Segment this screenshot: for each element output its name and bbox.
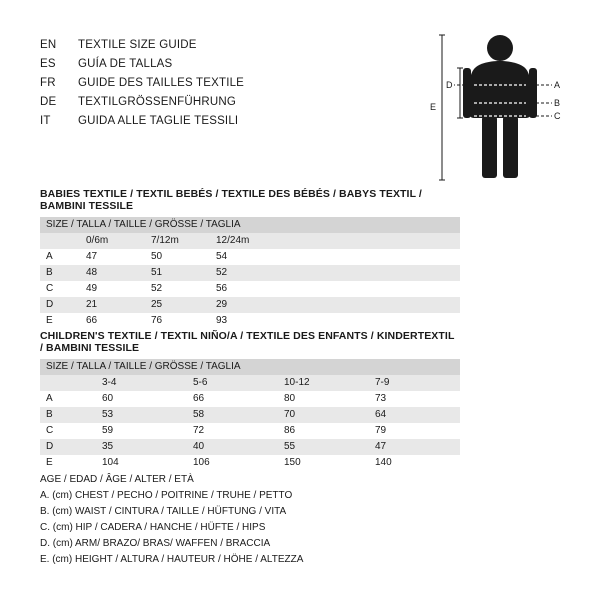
legend-line: C. (cm) HIP / CADERA / HANCHE / HÜFTE / HIPS <box>40 522 266 533</box>
legend-line: B. (cm) WAIST / CINTURA / TAILLE / HÜFTUNG / VITA <box>40 506 287 517</box>
language-row <box>40 74 400 93</box>
babies-table-title: BABIES TEXTILE / TEXTIL BEBÉS / TEXTILE DES BÉBÉS / BABYS TEXTIL / BAMBINI TESSILE <box>40 188 422 212</box>
table-row <box>40 375 460 391</box>
table-row <box>40 281 460 297</box>
cell: 58 <box>187 407 278 423</box>
column-header: 7/12m <box>145 233 210 249</box>
cell: 52 <box>145 281 210 297</box>
table-row <box>40 265 460 281</box>
figure-label-e: E <box>430 102 437 112</box>
language-code: DE <box>40 96 57 108</box>
language-list <box>40 36 400 131</box>
cell: 93 <box>210 313 275 329</box>
row-label: C <box>40 281 80 297</box>
children-table-title: CHILDREN'S TEXTILE / TEXTIL NIÑO/A / TEXTILE DES ENFANTS / KINDERTEXTIL / BAMBINI TESSILE <box>40 330 455 354</box>
language-title: TEXTILE SIZE GUIDE <box>78 39 197 51</box>
column-header: 10-12 <box>278 375 369 391</box>
row-label: C <box>40 423 96 439</box>
cell: 50 <box>145 249 210 265</box>
legend-line: D. (cm) ARM/ BRAZO/ BRAS/ WAFFEN / BRACCIA <box>40 538 271 549</box>
babies-size-label: SIZE / TALLA / TAILLE / GRÖSSE / TAGLIA <box>40 217 460 233</box>
cell: 106 <box>187 455 278 471</box>
language-code: FR <box>40 77 56 89</box>
language-row <box>40 112 400 131</box>
row-label <box>40 375 96 391</box>
row-label: D <box>40 439 96 455</box>
table-row <box>40 297 460 313</box>
arm-bracket <box>457 68 463 118</box>
legend-line: E. (cm) HEIGHT / ALTURA / HAUTEUR / HÖHE / ALTEZZA <box>40 554 304 565</box>
cell: 73 <box>369 391 460 407</box>
column-header: 12/24m <box>210 233 275 249</box>
cell: 60 <box>96 391 187 407</box>
cell: 70 <box>278 407 369 423</box>
row-label: B <box>40 407 96 423</box>
cell: 66 <box>187 391 278 407</box>
cell: 49 <box>80 281 145 297</box>
column-header: 0/6m <box>80 233 145 249</box>
language-title: GUIDA ALLE TAGLIE TESSILI <box>78 115 239 127</box>
language-code: ES <box>40 58 56 70</box>
legend-line: A. (cm) CHEST / PECHO / POITRINE / TRUHE / PETTO <box>40 490 293 501</box>
row-label: A <box>40 249 80 265</box>
cell: 47 <box>369 439 460 455</box>
children-table <box>40 359 460 471</box>
figure-svg <box>430 28 570 188</box>
cell: 56 <box>210 281 275 297</box>
cell: 104 <box>96 455 187 471</box>
language-row <box>40 93 400 112</box>
cell: 29 <box>210 297 275 313</box>
row-label: E <box>40 313 80 329</box>
cell: 51 <box>145 265 210 281</box>
table-row <box>40 233 460 249</box>
language-row <box>40 36 400 55</box>
height-bracket <box>439 35 445 180</box>
cell: 66 <box>80 313 145 329</box>
table-row <box>40 455 460 471</box>
language-code: IT <box>40 115 51 127</box>
cell: 150 <box>278 455 369 471</box>
column-header: 5-6 <box>187 375 278 391</box>
cell: 59 <box>96 423 187 439</box>
table-row <box>40 359 460 375</box>
body-measurement-figure <box>430 28 570 188</box>
cell: 76 <box>145 313 210 329</box>
table-row <box>40 249 460 265</box>
cell: 64 <box>369 407 460 423</box>
babies-table <box>40 217 460 329</box>
table-row <box>40 391 460 407</box>
row-label: D <box>40 297 80 313</box>
cell: 40 <box>187 439 278 455</box>
cell: 21 <box>80 297 145 313</box>
cell: 79 <box>369 423 460 439</box>
row-label <box>40 233 80 249</box>
language-title: GUIDE DES TAILLES TEXTILE <box>78 77 245 89</box>
language-code: EN <box>40 39 57 51</box>
figure-label-b: B <box>554 98 561 108</box>
cell: 35 <box>96 439 187 455</box>
cell: 55 <box>278 439 369 455</box>
figure-label-a: A <box>554 80 561 90</box>
babies-table-block <box>40 188 460 329</box>
child-silhouette-icon <box>463 35 537 178</box>
legend-line: AGE / EDAD / ÂGE / ALTER / ETÀ <box>40 474 194 485</box>
cell: 54 <box>210 249 275 265</box>
cell: 80 <box>278 391 369 407</box>
column-header: 7-9 <box>369 375 460 391</box>
measurement-legend <box>40 472 303 568</box>
table-row <box>40 439 460 455</box>
cell: 52 <box>210 265 275 281</box>
column-header: 3-4 <box>96 375 187 391</box>
language-title: TEXTILGRÖSSENFÜHRUNG <box>78 96 236 108</box>
cell: 48 <box>80 265 145 281</box>
cell: 25 <box>145 297 210 313</box>
language-row <box>40 55 400 74</box>
row-label: A <box>40 391 96 407</box>
table-row <box>40 217 460 233</box>
cell: 47 <box>80 249 145 265</box>
figure-label-d: D <box>446 80 453 90</box>
row-label: B <box>40 265 80 281</box>
cell: 140 <box>369 455 460 471</box>
children-size-label: SIZE / TALLA / TAILLE / GRÖSSE / TAGLIA <box>40 359 460 375</box>
children-table-block <box>40 330 460 471</box>
table-row <box>40 423 460 439</box>
cell: 53 <box>96 407 187 423</box>
table-row <box>40 407 460 423</box>
cell: 86 <box>278 423 369 439</box>
table-row <box>40 313 460 329</box>
row-label: E <box>40 455 96 471</box>
figure-label-c: C <box>554 111 561 121</box>
cell: 72 <box>187 423 278 439</box>
language-title: GUÍA DE TALLAS <box>78 58 173 70</box>
